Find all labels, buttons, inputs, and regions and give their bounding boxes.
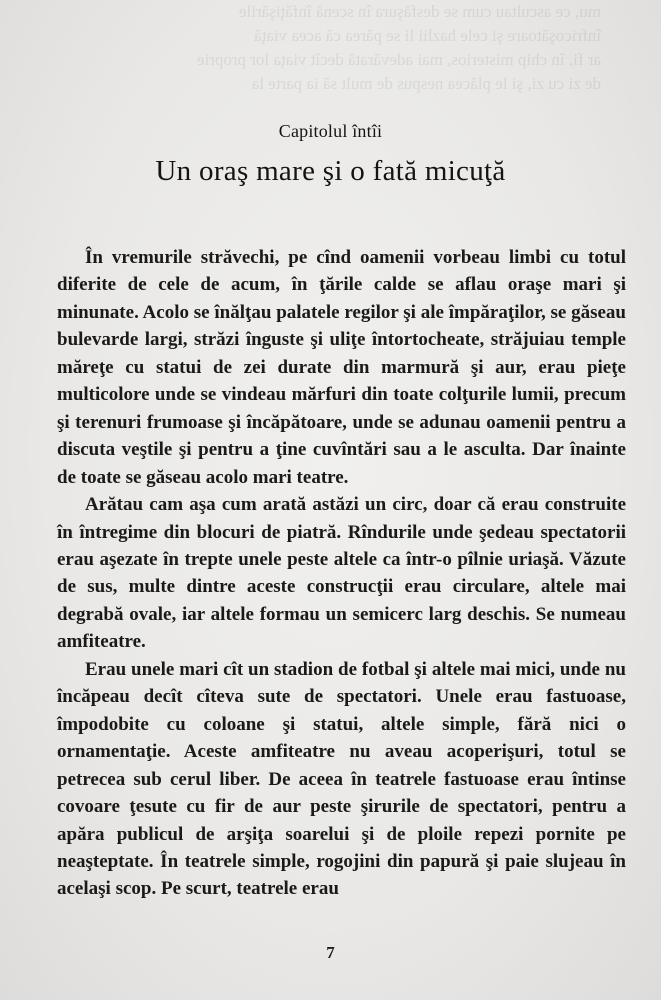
reverse-side-show-through: mu, ce ascultau cum se desfăşura în scenă înfăţişările înfricoşătoare şi cele hazlii li se părea că acea viaţă ar fi, în chip misterios, mai adevărată decît viaţa lor proprie de zi cu zi, şi le plăcea nespus de mult să ia parte la [196, 2, 601, 93]
chapter-label: Capitolul întîi [278, 121, 383, 141]
chapter-title: Un oraş mare şi o fată micuţă [155, 155, 506, 187]
paragraph: Arătau cam aşa cum arată astăzi un circ, doar că erau construite în întregime din blocuri de piatră. Rîndurile unde şedeau spectatorii erau aşezate în trepte unele peste altele ca într-o pîlnie uriaşă. Văzute de sus, multe dintre aceste construcţii erau circulare, altele mai degrabă ovale, iar altele formau un semicerc larg deschis. Se numeau amfiteatre. [57, 494, 626, 653]
paragraph: În vremurile străvechi, pe cînd oamenii vorbeau limbi cu totul diferite de cele de acum, în ţările calde se aflau oraşe mari şi minunate. Acolo se înălţau palatele regilor şi ale împăraţilor, se găseau bulevarde largi, străzi înguste şi uliţe întortocheate, străjuiau temple măreţe cu statui de zei durate din marmură şi aur, erau pieţe multicolore unde se vindeau mărfuri din toate colţurile lumii, precum şi terenuri frumoase şi încăpătoare, unde se adunau oamenii pentru a discuta veştile şi pentru a ţine cuvîntări sau a le asculta. Dar înainte de toate se găseau acolo mari teatre. [57, 247, 626, 488]
paragraph: Erau unele mari cît un stadion de fotbal şi altele mai mici, unde nu încăpeau decît cîteva sute de spectatori. Unele erau fastuoase, împodobite cu coloane şi statui, altele simple, fără nici o ornamentaţie. Aceste amfiteatre nu aveau acoperişuri, totul se petrecea sub cerul liber. De aceea în teatrele fastuoase erau întinse covoare ţesute cu fir de aur peste şirurile de spectatori, pentru a apăra publicul de arşiţa soarelui şi de ploile repezi pornite pe neaşteptate. În teatrele simple, rogojini din papură şi paie slujeau în acelaşi scop. Pe scurt, teatrele erau [57, 658, 626, 900]
page-number: 7 [326, 943, 335, 962]
body-text [57, 244, 626, 903]
